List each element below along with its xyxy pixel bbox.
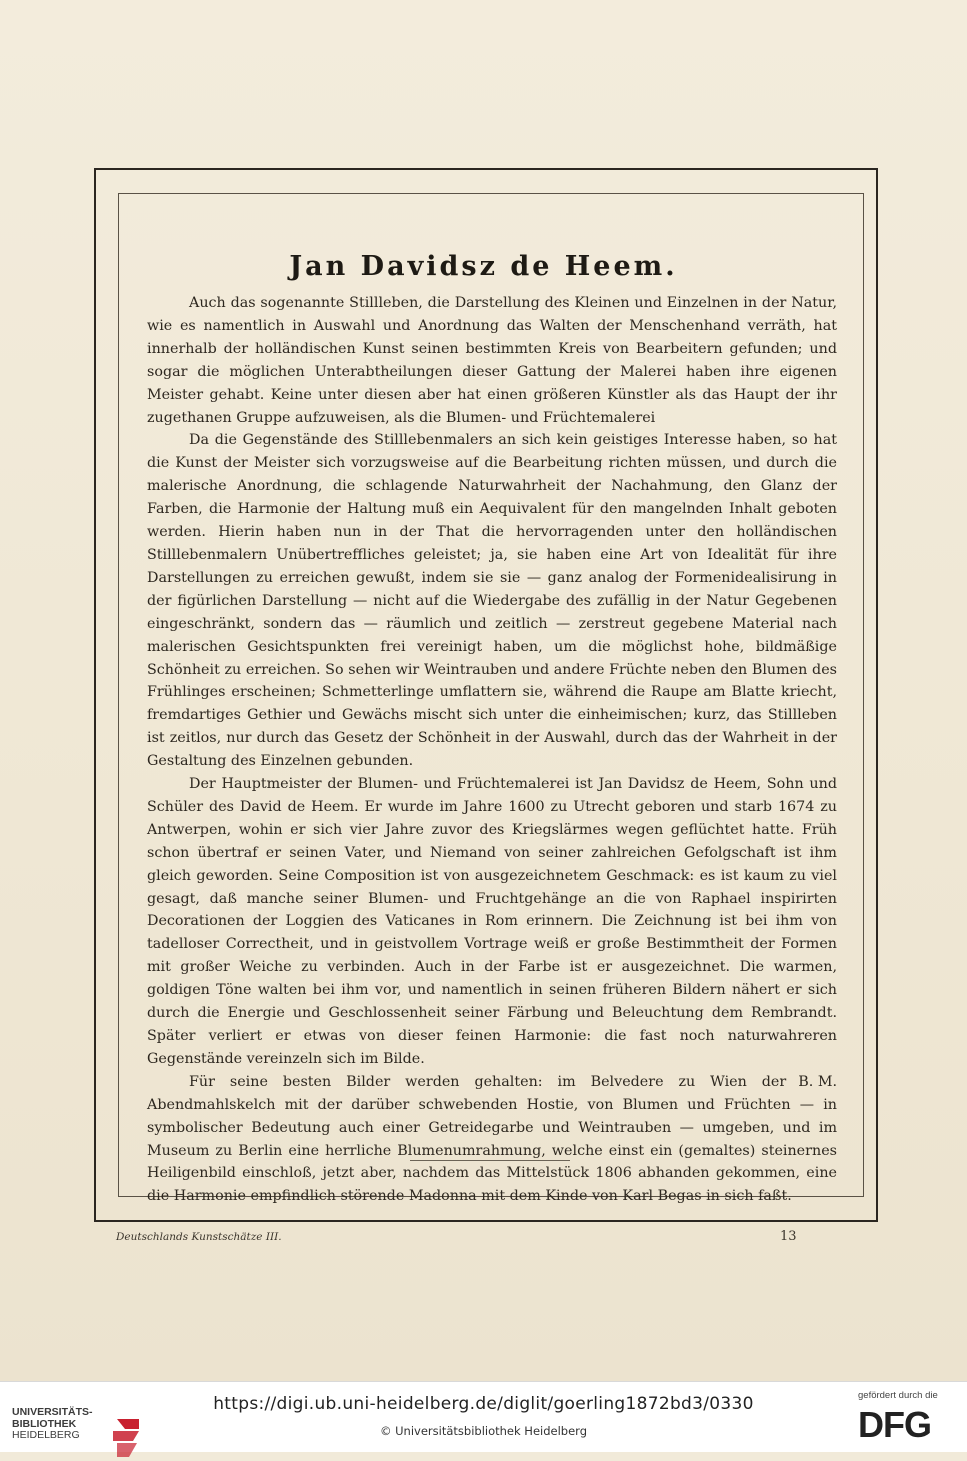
author-signature: B. M.	[798, 1073, 837, 1090]
closing-rule	[410, 1160, 570, 1161]
ub-logo-icon	[107, 1415, 145, 1461]
logo-line-2: BIBLIOTHEK	[12, 1417, 77, 1430]
page-url-link[interactable]: https://digi.ub.uni-heidelberg.de/diglit/goerling1872bd3/0330	[213, 1394, 754, 1414]
running-title: Deutschlands Kunstschätze III.	[116, 1231, 282, 1243]
viewer-footer	[0, 1381, 967, 1452]
paragraph-4-text: Für seine besten Bilder werden gehalten: im Belvedere zu Wien der Abendmahlskelch mit der darüber schwebenden Hostie, von Blumen und Früchten — in symbolischer Bedeutung auch einer Getreidegarbe und Weintrauben — umgeben, und im Museum zu Berlin eine herrliche Blumenumrahmung, welche einst ein (gemaltes) steinernes Heiligenbild einschloß, jetzt aber, nachdem das Mittelstück 1806 abhanden gekommen, eine die Harmonie empfindlich störende Madonna mit dem Kinde von Karl Begas in sich faßt.	[147, 1073, 837, 1205]
paragraph-3: Der Hauptmeister der Blumen- und Früchtemalerei ist Jan Davidsz de Heem, Sohn und Schüler des David de Heem. Er wurde im Jahre 1600 zu Utrecht geboren und starb 1674 zu Antwerpen, wohin er sich vier Jahre zuvor des Kriegslärmes wegen geflüchtet hatte. Früh schon übertraf er seinen Vater, und Niemand von seiner zahlreichen Gefolgschaft ist ihm gleich geworden. Seine Composition ist von ausgezeichnetem Geschmack: es ist kaum zu viel gesagt, daß manche seiner Blumen- und Fruchtgehänge an die von Raphael inspirirten Decorationen der Loggien des Vaticanes in Rom erinnern. Die Zeichnung ist bei ihm von tadelloser Correctheit, und in geistvollem Vortrage weiß er große Bestimmtheit der Formen mit großer Weiche zu verbinden. Auch in der Farbe ist er ausgezeichnet. Die warmen, goldigen Töne walten bei ihm vor, und namentlich in seinen früheren Bildern nähert er sich durch die Energie und Geschlossenheit seiner Färbung und Beleuchtung dem Rembrandt. Später verliert er etwas von dieser feinen Harmonie: die fast noch naturwahreren Gegenstände vereinzeln sich im Bilde.	[147, 776, 837, 1067]
logo-line-1: UNIVERSITÄTS-	[12, 1406, 93, 1418]
article-body	[147, 292, 837, 1208]
paragraph-4	[147, 1071, 837, 1208]
paragraph-1: Auch das sogenannte Stillleben, die Darstellung des Kleinen und Einzelnen in der Natur, wie es namentlich in Auswahl und Anordnung das Walten der Menschenhand verräth, hat innerhalb der holländischen Kunst seinen bestimmten Kreis von Bearbeitern gefunden; und sogar die möglichen Unterabtheilungen dieser Gattung der Malerei haben ihre eigenen Meister gehabt. Keine unter diesen aber hat einen größeren Künstler als das Haupt der ihr zugethanen Gruppe aufzuweisen, als die Blumen- und Früchtemalerei	[147, 295, 837, 426]
paragraph-2: Da die Gegenstände des Stilllebenmalers an sich kein geistiges Interesse haben, so hat die Kunst der Meister sich vorzugsweise auf die Bearbeitung richten müssen, und durch die malerische Anordnung, die schlagende Naturwahrheit der Nachahmung, den Glanz der Farben, die Harmonie der Haltung muß ein Aequivalent für den mangelnden Inhalt geboten werden. Hierin haben nun in der That die hervorragenden unter den holländischen Stilllebenmalern Unübertreffliches geleistet; ja, sie haben eine Art von Idealität für ihre Darstellungen zu erreichen gewußt, indem sie sie — ganz analog der Formenidealisirung in der figürlichen Darstellung — nicht auf die Wiedergabe des zufällig in der Natur Gegebenen eingeschränkt, sondern das — räumlich und zeitlich — zerstreut gegebene Material nach malerischen Gesichtspunkten frei vereinigt haben, um die möglichst hohe, bildmäßige Schönheit zu erreichen. So sehen wir Weintrauben und andere Früchte neben den Blumen des Frühlinges erscheinen; Schmetterlinge umflattern sie, während die Raupe am Blatte kriecht, fremdartiges Gethier und Gewächs mischt sich unter die einheimischen; kurz, das Stillleben ist zeitlos, nur durch das Gesetz der Schönheit in der Auswahl, durch das der Wahrheit in der Gestaltung des Einzelnen gebunden.	[147, 432, 837, 770]
page-number: 13	[780, 1229, 797, 1244]
logo-line-3: HEIDELBERG	[12, 1429, 80, 1441]
dfg-logo[interactable]: DFG	[858, 1404, 931, 1445]
copyright-notice: © Universitätsbibliothek Heidelberg	[379, 1424, 587, 1438]
funder-label: gefördert durch die	[858, 1390, 938, 1401]
article-title: Jan Davidsz de Heem.	[289, 251, 678, 282]
